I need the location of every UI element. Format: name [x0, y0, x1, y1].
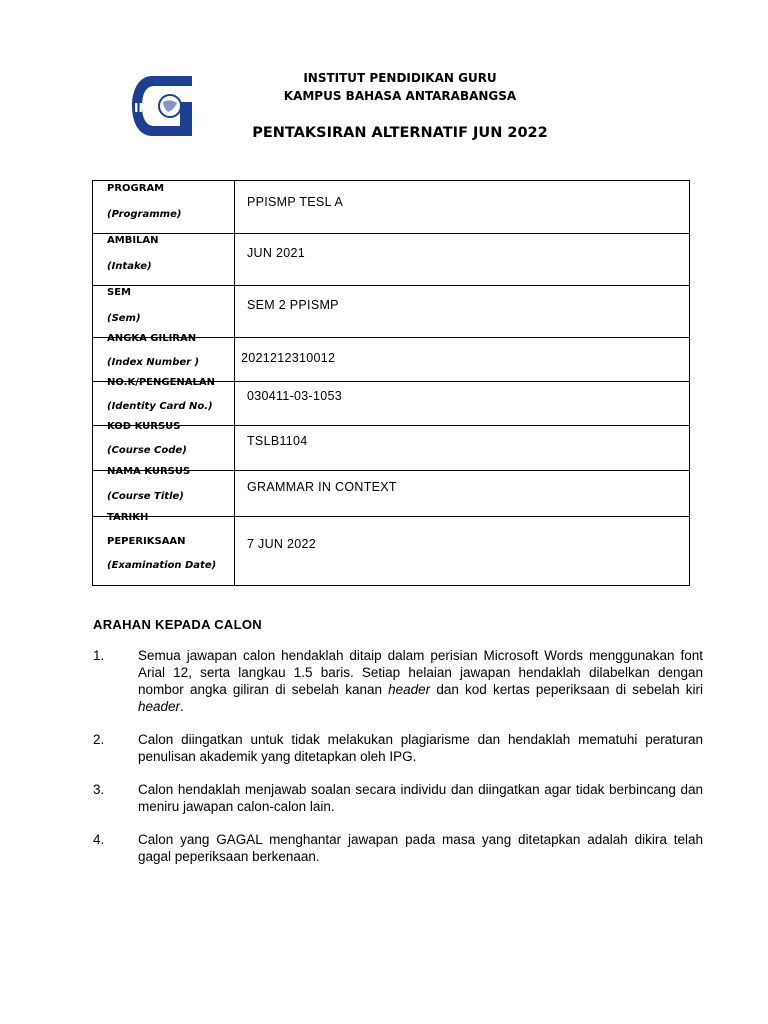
document-title: PENTAKSIRAN ALTERNATIF JUN 2022 — [252, 125, 548, 141]
item-number: 1. — [93, 648, 105, 663]
label-en: (Identity Card No.) — [107, 401, 213, 412]
institute-name: INSTITUT PENDIDIKAN GURU — [303, 71, 497, 85]
campus-name: KAMPUS BAHASA ANTARABANGSA — [283, 89, 517, 103]
label: ANGKA GILIRAN — [107, 333, 197, 344]
table-row — [93, 181, 689, 234]
item-text: Calon yang GAGAL menghantar jawapan pada masa yang ditetapkan adalah dikira telah gagal peperiksaan berkenaan. — [138, 832, 703, 864]
table-row — [93, 333, 689, 382]
label: NAMA KURSUS — [107, 466, 191, 477]
table-row — [93, 421, 689, 471]
value: 2021212310012 — [241, 351, 336, 365]
table-row — [93, 285, 689, 338]
table-row — [93, 233, 689, 286]
value: GRAMMAR IN CONTEXT — [247, 480, 397, 494]
label: SEM — [107, 287, 131, 298]
value: TSLB1104 — [247, 434, 308, 448]
label: NO.K/PENGENALAN — [107, 377, 216, 388]
item-number: 2. — [93, 732, 105, 747]
value: SEM 2 PPISMP — [247, 298, 339, 312]
label: KOD KURSUS — [107, 421, 181, 432]
item-text: Calon diingatkan untuk tidak melakukan plagiarisme dan hendaklah mematuhi peraturan penulisan akademik yang ditetapkan oleh IPG. — [138, 732, 703, 764]
table-row — [93, 377, 689, 426]
label-en: (Intake) — [107, 261, 152, 272]
item-text: Calon hendaklah menjawab soalan secara individu dan diingatkan agar tidak berbincang dan meniru jawapan calon-calon lain. — [138, 782, 703, 814]
label-en: (Index Number ) — [107, 357, 200, 368]
value: JUN 2021 — [247, 246, 305, 260]
ipg-logo — [130, 72, 194, 140]
value: 7 JUN 2022 — [247, 537, 317, 551]
item-number: 3. — [93, 782, 105, 797]
label-en: (Examination Date) — [107, 560, 217, 571]
instructions-title: ARAHAN KEPADA CALON — [93, 617, 262, 632]
label: TARIKH — [107, 512, 149, 523]
label-en: (Sem) — [107, 313, 141, 324]
table-row — [93, 512, 689, 586]
label-en: (Course Title) — [107, 491, 184, 502]
item-number: 4. — [93, 832, 105, 847]
value: PPISMP TESL A — [247, 195, 344, 209]
candidate-info-table — [92, 180, 690, 586]
table-row — [93, 466, 689, 517]
label-en: (Programme) — [107, 209, 182, 220]
value: 030411-03-1053 — [247, 389, 343, 403]
label: AMBILAN — [107, 235, 159, 246]
label-line2: PEPERIKSAAN — [107, 536, 186, 547]
label: PROGRAM — [107, 183, 165, 194]
logo-text: IPG — [134, 101, 158, 115]
label-en: (Course Code) — [107, 445, 187, 456]
item-text: Semua jawapan calon hendaklah ditaip dalam perisian Microsoft Words menggunakan font Arial 12, serta langkau 1.5 baris. Setiap helaian jawapan hendaklah dilabelkan dengan nombor angka giliran di sebelah kanan header dan kod kertas peperiksaan di sebelah kiri header. — [138, 648, 703, 714]
